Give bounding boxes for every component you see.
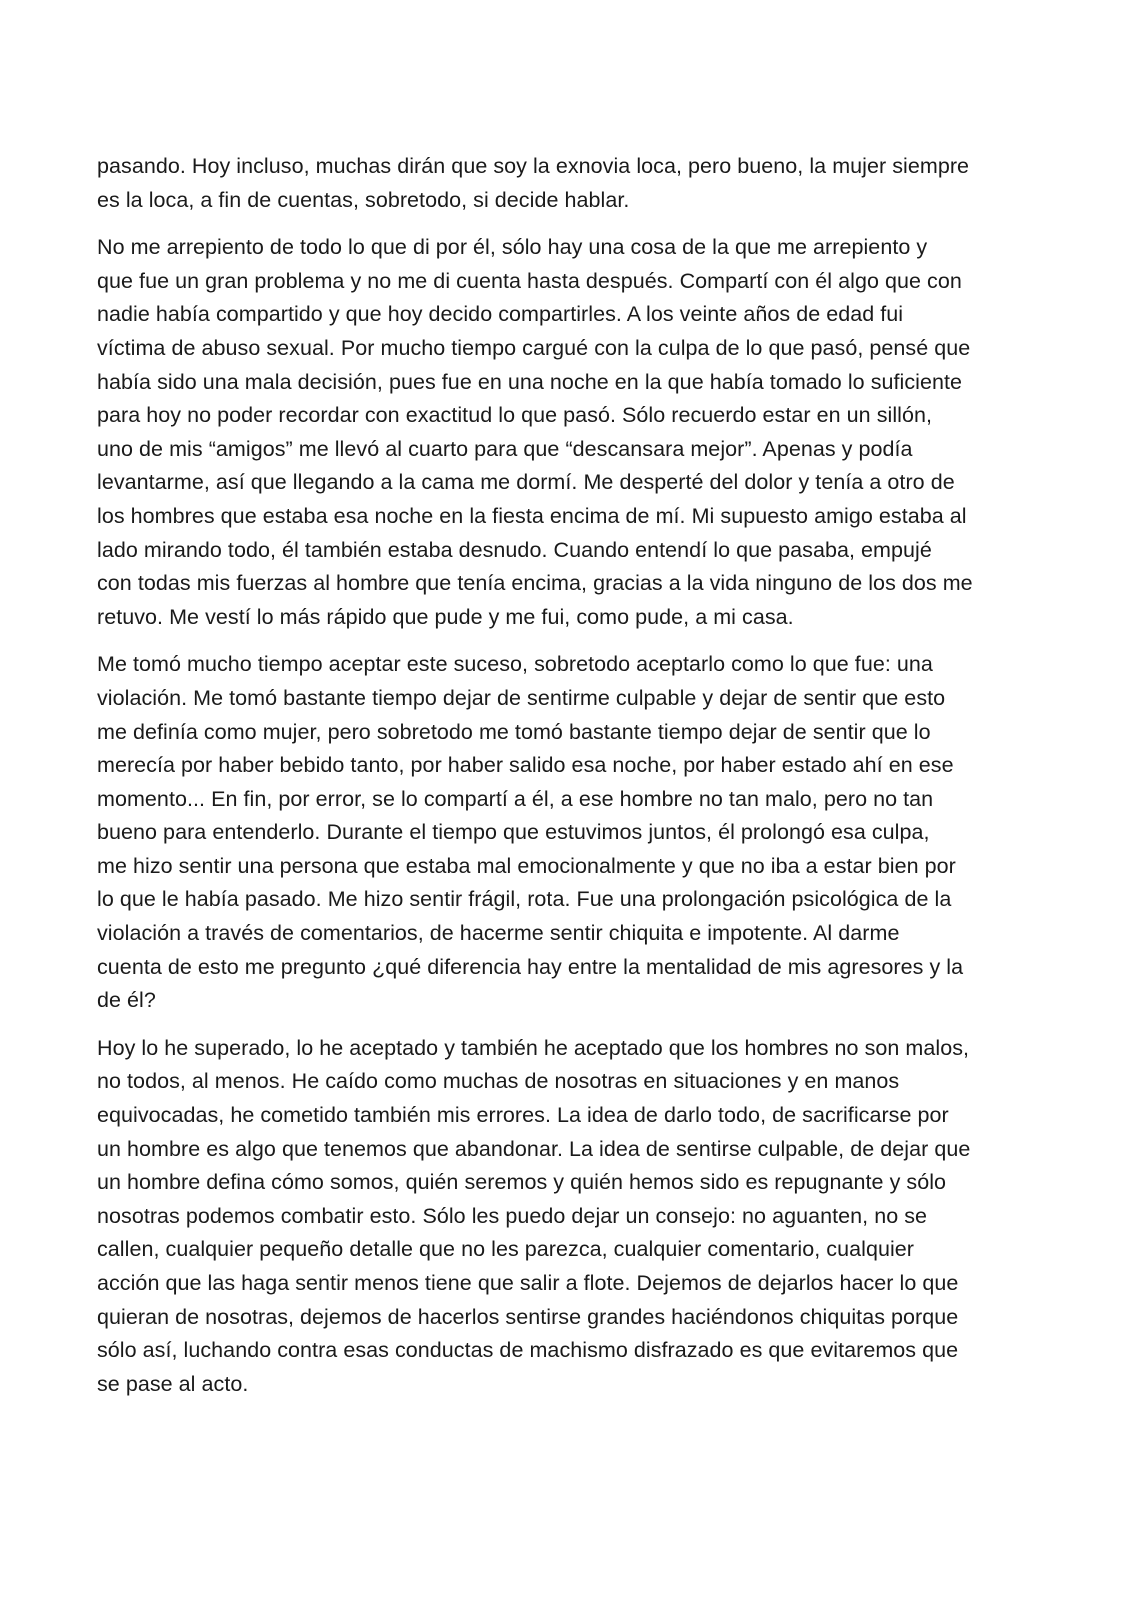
text-line: momento... En fin, por error, se lo compartí a él, a ese hombre no tan malo, pero no tan — [97, 786, 934, 811]
text-line: me hizo sentir una persona que estaba mal emocionalmente y que no iba a estar bien por — [97, 853, 956, 878]
text-line: violación. Me tomó bastante tiempo dejar de sentirme culpable y dejar de sentir que esto — [97, 685, 946, 710]
text-line: uno de mis “amigos” me llevó al cuarto para que “descansara mejor”. Apenas y podía — [97, 436, 913, 461]
text-line: pasando. Hoy incluso, muchas dirán que soy la exnovia loca, pero bueno, la mujer siempre — [97, 154, 970, 178]
text-line: había sido una mala decisión, pues fue en una noche en la que había tomado lo suficiente — [97, 369, 963, 394]
text-line: de él? — [97, 988, 156, 1013]
text-line: con todas mis fuerzas al hombre que tenía encima, gracias a la vida ninguno de los dos me — [97, 571, 973, 596]
paragraph — [97, 648, 1042, 1018]
text-line: sólo así, luchando contra esas conductas de machismo disfrazado es que evitaremos que — [97, 1338, 959, 1363]
text-line: Hoy lo he superado, lo he aceptado y también he aceptado que los hombres no son malos, — [97, 1035, 970, 1060]
text-line: acción que las haga sentir menos tiene que salir a flote. Dejemos de dejarlos hacer lo que — [97, 1271, 959, 1295]
text-line: nosotras podemos combatir esto. Sólo les puedo dejar un consejo: no aguanten, no se — [97, 1203, 928, 1228]
text-line: bueno para entenderlo. Durante el tiempo que estuvimos juntos, él prolongó esa culpa, — [97, 820, 930, 845]
text-line: cuenta de esto me pregunto ¿qué diferencia hay entre la mentalidad de mis agresores y la — [97, 954, 964, 979]
text-line: los hombres que estaba esa noche en la fiesta encima de mí. Mi supuesto amigo estaba al — [97, 503, 967, 528]
text-line: lado mirando todo, él también estaba desnudo. Cuando entendí lo que pasaba, empujé — [97, 537, 932, 562]
text-line: quieran de nosotras, dejemos de hacerlos sentirse grandes haciéndonos chiquitas porque — [97, 1304, 959, 1329]
paragraph — [97, 150, 1042, 217]
text-line: que fue un gran problema y no me di cuenta hasta después. Compartí con él algo que con — [97, 268, 962, 293]
text-line: retuvo. Me vestí lo más rápido que pude y me fui, como pude, a mi casa. — [97, 604, 794, 629]
paragraph — [97, 231, 1042, 634]
paragraph — [97, 1032, 1042, 1402]
text-line: me definía como mujer, pero sobretodo me tomó bastante tiempo dejar de sentir que lo — [97, 719, 931, 744]
text-line: nadie había compartido y que hoy decido compartirles. A los veinte años de edad fui — [97, 302, 904, 327]
text-line: lo que le había pasado. Me hizo sentir frágil, rota. Fue una prolongación psicológica de la — [97, 887, 952, 912]
text-line: Me tomó mucho tiempo aceptar este suceso, sobretodo aceptarlo como lo que fue: una — [97, 652, 933, 677]
text-line: se pase al acto. — [97, 1371, 249, 1396]
text-line: merecía por haber bebido tanto, por haber salido esa noche, por haber estado ahí en ese — [97, 753, 954, 778]
text-line: no todos, al menos. He caído como muchas de nosotras en situaciones y en manos — [97, 1069, 900, 1094]
text-line: levantarme, así que llegando a la cama me dormí. Me desperté del dolor y tenía a otro de — [97, 470, 955, 495]
text-line: callen, cualquier pequeño detalle que no les parezca, cualquier comentario, cualquier — [97, 1237, 914, 1262]
text-line: para hoy no poder recordar con exactitud lo que pasó. Sólo recuerdo estar en un sillón, — [97, 403, 933, 428]
text-line: equivocadas, he cometido también mis errores. La idea de darlo todo, de sacrificarse por — [97, 1103, 949, 1128]
text-line: No me arrepiento de todo lo que di por él, sólo hay una cosa de la que me arrepiento y — [97, 235, 928, 260]
text-line: un hombre es algo que tenemos que abandonar. La idea de sentirse culpable, de dejar que — [97, 1136, 971, 1161]
text-line: víctima de abuso sexual. Por mucho tiempo cargué con la culpa de lo que pasó, pensé que — [97, 335, 971, 360]
text-line: violación a través de comentarios, de hacerme sentir chiquita e impotente. Al darme — [97, 921, 900, 946]
document-body — [97, 150, 1042, 1415]
text-line: un hombre defina cómo somos, quién seremos y quién hemos sido es repugnante y sólo — [97, 1170, 947, 1195]
text-line: es la loca, a fin de cuentas, sobretodo, si decide hablar. — [97, 187, 630, 212]
